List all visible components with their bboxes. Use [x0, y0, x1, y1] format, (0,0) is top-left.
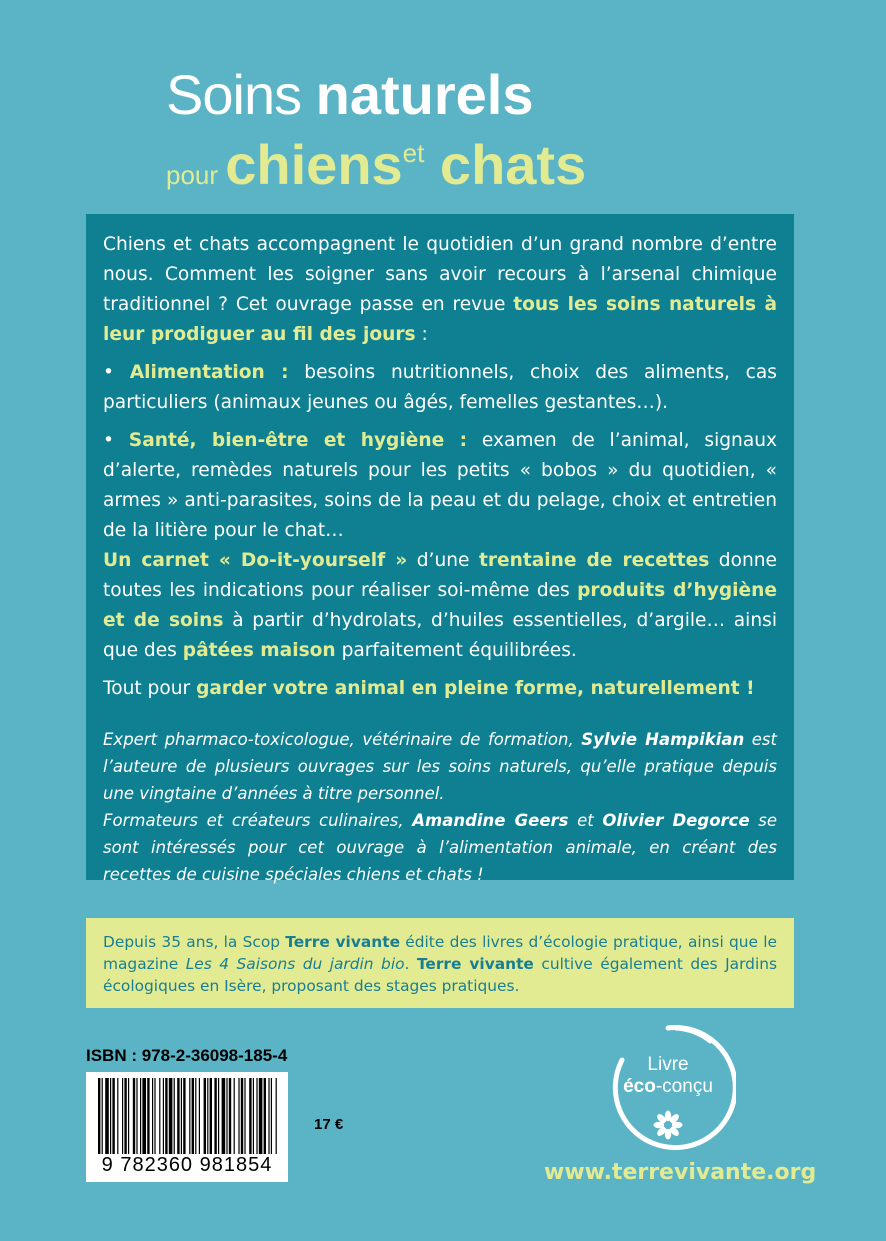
eco-line-1: Livre: [647, 1054, 689, 1075]
carnet-paragraph: Un carnet « Do-it-yourself » d’une trentaine de recettes donne toutes les indications pour réaliser soi-même des produits d’hygiène et de soins à partir d’hydrolats, d’huiles essentielles, d’argile… ainsi que des pâtées maison parfaitement équilibrées.: [103, 550, 777, 661]
title-chiens: chiens: [225, 133, 403, 196]
publisher-text: Depuis 35 ans, la Scop Terre vivante édite des livres d’écologie pratique, ainsi que le magazine Les 4 Saisons du jardin bio. Terre vivante cultive également des Jardins écologiques en Isère, proposant des stages pratiques.: [103, 933, 777, 995]
eco-line-2: éco-conçu: [623, 1076, 713, 1097]
barcode-bars: [96, 1078, 278, 1156]
barcode: [86, 1072, 288, 1182]
tout-paragraph: Tout pour garder votre animal en pleine forme, naturellement !: [103, 678, 755, 699]
intro-paragraph: Chiens et chats accompagnent le quotidien d’un grand nombre d’entre nous. Comment les soigner sans avoir recours à l’arsenal chimique traditionnel ? Cet ouvrage passe en revue tous les soins naturels à leur prodiguer au fil des jours :: [103, 234, 778, 345]
isbn: ISBN : 978-2-36098-185-4: [86, 1046, 288, 1065]
bullet-alimentation: • Alimentation : besoins nutritionnels, choix des aliments, cas particuliers (animaux jeunes ou âgés, femelles gestantes…).: [103, 362, 777, 413]
title-pour: pour: [166, 160, 226, 190]
price: 17 €: [314, 1116, 344, 1133]
publisher-box: [86, 918, 794, 1008]
title-et: et: [402, 138, 425, 168]
title-line-2: [166, 132, 586, 197]
bullet-sante: • Santé, bien-être et hygiène : examen de l’animal, signaux d’alerte, remèdes naturels pour les petits « bobos » du quotidien, « armes » anti-parasites, soins de la peau et du pelage, choix et entretien de la litière pour le chat…: [103, 430, 777, 541]
title-naturels: naturels: [315, 63, 534, 126]
author-bio-geers-degorce: Formateurs et créateurs culinaires, Amandine Geers et Olivier Degorce se sont intéressés pour cet ouvrage à l’alimentation animale, en créant des recettes de cuisine spéciales chiens et chats !: [103, 811, 777, 884]
description-panel: [86, 214, 794, 884]
author-bio-hampikian: Expert pharmaco-toxicologue, vétérinaire de formation, Sylvie Hampikian est l’auteure de plusieurs ouvrages sur les soins naturels, qu’elle pratique depuis une vingtaine d’années à titre personnel.: [103, 730, 777, 803]
barcode-number: 9 782360 981854: [101, 1154, 273, 1176]
title-chats: chats: [439, 133, 587, 196]
website-url: www.terrevivante.org: [544, 1160, 817, 1185]
sunflower-icon: [653, 1110, 683, 1140]
title-soins: Soins: [166, 63, 316, 126]
title-line-1: [166, 62, 534, 127]
eco-concu-logo: [600, 1020, 736, 1156]
